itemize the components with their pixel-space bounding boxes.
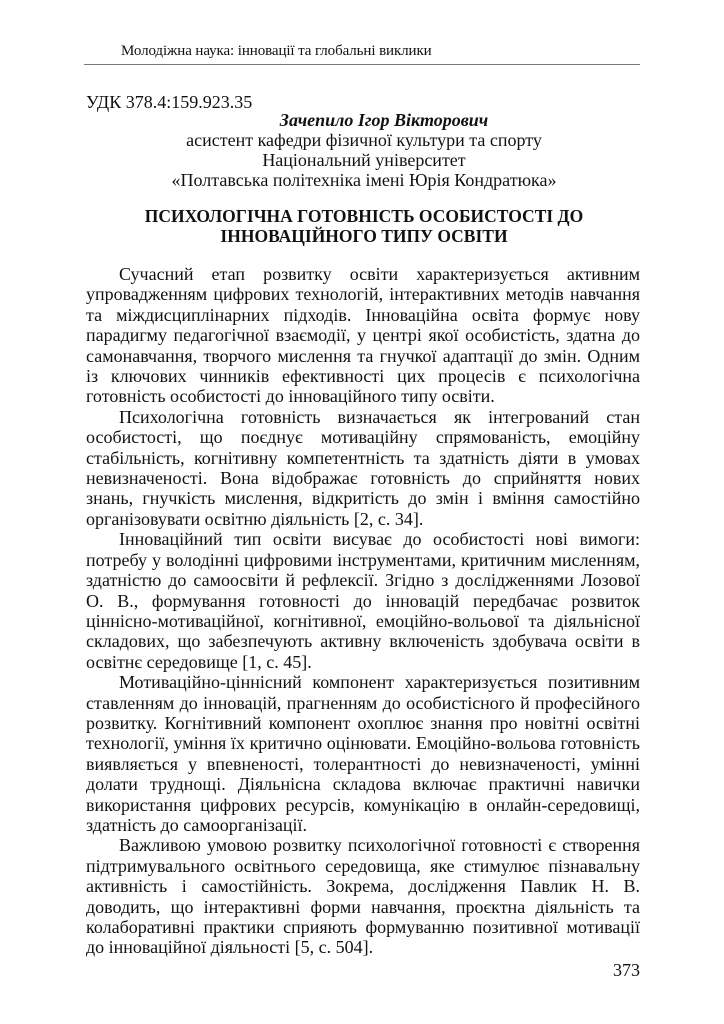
page-number: 373 <box>613 960 640 980</box>
article-title-line2: ІННОВАЦІЙНОГО ТИПУ ОСВІТИ <box>220 226 508 246</box>
udc-code: УДК 378.4:159.923.35 <box>86 92 253 112</box>
author-institution-line2: «Полтавська політехніка імені Юрія Кондратюка» <box>171 170 557 190</box>
paragraph: Сучасний етап розвитку освіти характеризується активним упровадженням цифрових технологій, інтерактивних методів навчання та міждисциплінарних підходів. Інноваційна освіта формує нову парадигму педагогічної взаємодії, у центрі якої особистість, здатна до самонавчання, творчого мислення та гнучкої адаптації до змін. Одним із ключових чинників ефективності цих процесів є психологічна готовність особистості до інноваційного типу освіти. <box>86 264 640 407</box>
author-position: асистент кафедри фізичної культури та спорту <box>186 130 542 150</box>
paragraph: Інноваційний тип освіти висуває до особистості нові вимоги: потребу у володінні цифровими інструментами, критичним мисленням, здатністю до самоосвіти й рефлексії. Згідно з дослідженнями Лозової О. В., формування готовності до інновацій передбачає розвиток ціннісно-мотиваційної, когнітивної, емоційно-вольової та діяльнісної складових, що забезпечують активну включеність здобувача освіти в освітнє середовище [1, с. 45]. <box>86 529 640 672</box>
article-title <box>86 206 642 246</box>
paragraph: Психологічна готовність визначається як інтегрований стан особистості, що поєднує мотиваційну спрямованість, емоційну стабільність, когнітивну компетентність та здатність діяти в умовах невизначеності. Вона відображає готовність до сприйняття нових знань, гнучкість мислення, відкритість до змін і вміння самостійно організовувати освітню діяльність [2, с. 34]. <box>86 406 640 529</box>
author-institution-line1: Національний університет <box>262 150 466 170</box>
author-block <box>86 110 642 190</box>
article-body <box>86 264 640 958</box>
author-name: Зачепило Ігор Вікторович <box>279 110 489 130</box>
running-header <box>84 40 640 65</box>
paragraph: Важливою умовою розвитку психологічної готовності є створення підтримувального освітнього середовища, яке стимулює пізнавальну активність і самостійність. Зокрема, дослідження Павлик Н. В. доводить, що інтерактивні форми навчання, проєктна діяльність та колаборативні практики сприяють формуванню позитивної мотивації до інноваційної діяльності [5, с. 504]. <box>86 835 640 958</box>
running-header-title: Молодіжна наука: інновації та глобальні виклики <box>121 43 432 59</box>
article-title-line1: ПСИХОЛОГІЧНА ГОТОВНІСТЬ ОСОБИСТОСТІ ДО <box>144 206 584 226</box>
paragraph: Мотиваційно-ціннісний компонент характеризується позитивним ставленням до інновацій, прагненням до особистісного й професійного розвитку. Когнітивний компонент охоплює знання про новітні освітні технології, уміння їх критично оцінювати. Емоційно-вольова готовність виявляється у впевненості, толерантності до невизначеності, умінні долати труднощі. Діяльнісна складова включає практичні навички використання цифрових ресурсів, комунікацію в онлайн-середовищі, здатність до самоорганізації. <box>86 672 640 835</box>
